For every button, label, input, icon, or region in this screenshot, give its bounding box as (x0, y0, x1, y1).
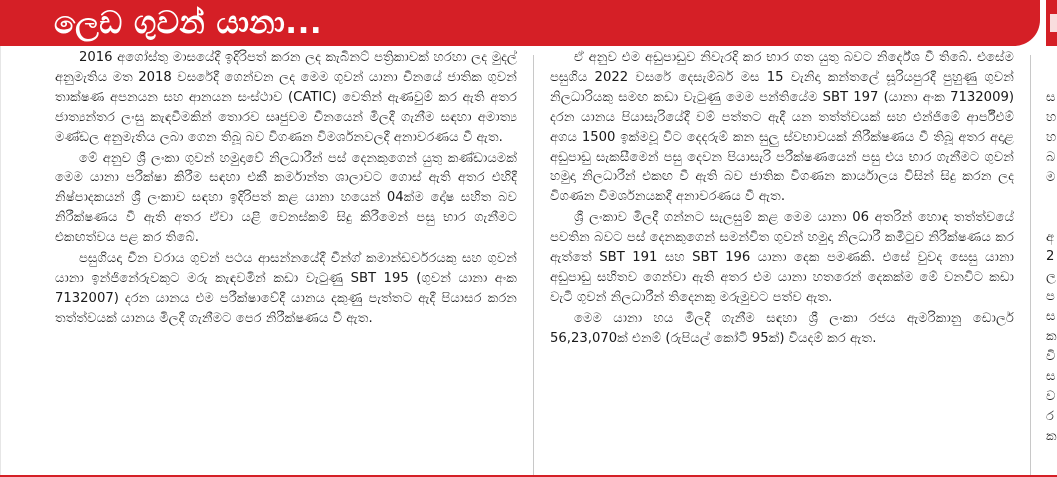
next-article-column-fragment (1046, 48, 1057, 477)
column-divider-right (1030, 55, 1031, 477)
text-fragment: හ (1046, 129, 1057, 145)
text-fragment: ල (1046, 269, 1057, 285)
fragment-gap (1046, 188, 1057, 228)
article-banner (0, 0, 1040, 46)
paragraph: ඒ අනුව එම අඩුපාඩුව නිවැරදි කර භාර ගත යුතු බවට නිර්දේශ වී තිබේ. එසේම පසුගිය 2022 වසරේ දෙසැම්බර් මස 15 වැනිදා කන්තලේ සූරියපුරදී පුහුණු ගුවන් නිලධාරියකු සමඟ කඩා වැටුණු මෙම පන්තියේම SBT 197 (යානා අංක 7132009) දරන යානය පියාසැරියේදී වම් පත්තට ඇදී යන තත්ත්වයක් සහ එන්ජිමේ ආර්පීඑම් අගය 1500 ඉක්මවූ විට දෙදරුම් කන සුලු ස්වභාවයක් නිරීක්ෂණය වී තිබූ අතර අදාළ අඩුපාඩු සැකසීමෙන් පසු දෙවන පියාසැරි පරීක්ෂණයෙන් පසු එය භාර ගැනීමට ගුවන් හමුදා නිලධාරීන් එකඟ වී ඇති බව ජාතික විගණන කාර්යාලය විසින් සිදු කරන ලද විගණන විමර්ශනයකදී අනාවරණය වී ඇත. (550, 50, 1014, 205)
next-article-banner-edge (1050, 14, 1057, 32)
text-fragment: ම (1046, 169, 1056, 185)
column-divider (533, 55, 534, 477)
text-fragment: ප (1046, 289, 1055, 305)
text-fragment: හ (1046, 109, 1057, 125)
text-fragment: බ (1046, 149, 1056, 165)
article-column-2 (550, 48, 1014, 477)
paragraph: මෙම යානා හය මිලදී ගැනීම සඳහා ශ්‍රී ලංකා රජය ඇමරිකානු ඩොලර් 56,23,070ක් එනම් (රුපියල් කෝටි 95ක්) වියදම් කර ඇත. (550, 310, 1014, 346)
text-fragment: ර (1046, 408, 1054, 424)
article-title: ලෙඩ ගුවන් යානා... (54, 5, 323, 41)
text-fragment: ස (1046, 368, 1056, 384)
article-column-1 (55, 48, 517, 477)
page-left-margin-rule (0, 46, 1, 477)
paragraph: මේ අනුව ශ්‍රී ලංකා ගුවන් හමුදාවේ නිලධාරීන් පස් දෙනකුගෙන් යුතු කණ්ඩායමක් මෙම යානා පරීක්ෂා කිරීම සඳහා එකී කර්මාන්ත ශාලාවට ගොස් ඇති අතර එහිදී නිෂ්පාදකයන් ශ්‍රී ලංකාව සඳහා ඉදිරිපත් කළ යානා හයෙන් 04ක්ම දෝෂ සහිත බව නිරීක්ෂණය වී ඇති අතර ඒවා යළි වෙනස්කම් සිදු කිරීමෙන් පසු භාර ගැනීමට එකඟත්වය පළ කර තිබේ. (55, 150, 517, 246)
text-fragment: ස (1046, 309, 1056, 325)
text-fragment: අ (1046, 229, 1055, 245)
fragment-gap (1046, 48, 1057, 88)
text-fragment: 2 (1046, 249, 1055, 265)
text-fragment: ස (1046, 90, 1056, 105)
paragraph: 2016 අගෝස්තු මාසයේදී ඉදිරිපත් කරන ලද කැබිනට් පත්‍රිකාවක් හරහා ලද මුදල් අනුමැතිය මත 2018 වසරේදී ගෙන්වන ලද මෙම ගුවන් යානා චීනයේ ජාතික ගුවන් තාක්ෂණ අපනයන සහ ආනයන සංස්ථාව (CATIC) වෙතින් ඇණවුම් කර ඇති අතර ජාත්‍යන්තර ලංසු කැඳවීමකින් තොරව සෘජුවම චීනයෙන් මිලදී ගැනීම සඳහා අමාත්‍ය මණ්ඩල අනුමැතිය ලබා ගෙන තිබූ බව විගණන විමර්ශනවලදී අනාවරණය වී ඇත. (55, 50, 517, 145)
text-fragment: ක (1046, 428, 1057, 444)
paragraph: ශ්‍රී ලංකාව මිලදී ගන්නට සැලසුම් කළ මෙම යානා 06 අතරින් හොඳ තත්ත්වයේ පවතින බවට පස් දෙනකුගෙන් සමන්විත ගුවන් හමුදා නිලධාරී කමිටුව නිරීක්ෂණය කර ඇත්තේ SBT 191 සහ SBT 196 යානා දෙක පමණකි. එසේ වුවද සෙසු යානා අඩුපාඩු සහිතව ගෙන්වා ඇති අතර එම යානා හතරෙන් දෙකක්ම මේ වනවිට කඩා වැටී ගුවන් නිලධාරීන් තිදෙනකු මරුමුවට පත්ව ඇත. (550, 210, 1014, 305)
text-fragment: ක (1046, 329, 1057, 345)
paragraph: පසුගියදා චීන වරාය ගුවන් පථය ආසන්නයේදී චීන්ග් කමාන්ඩර්වරයකු සහ ගුවන් යානා ඉන්ජිනේරුවකුට මරු කැඳවමින් කඩා වැටුණු SBT 195 (ගුවන් යානා අංක 7132007) දරන යානය එම පරීක්ෂාවේදී යානය දකුණු පැත්තට ඇදී පියාසර කරන තත්ත්වයක් යානය මිලදී ගැනීමට පෙර නිරීක්ෂණය වී ඇත. (55, 251, 517, 326)
text-fragment: වි (1046, 348, 1056, 364)
text-fragment: ව (1046, 388, 1056, 404)
